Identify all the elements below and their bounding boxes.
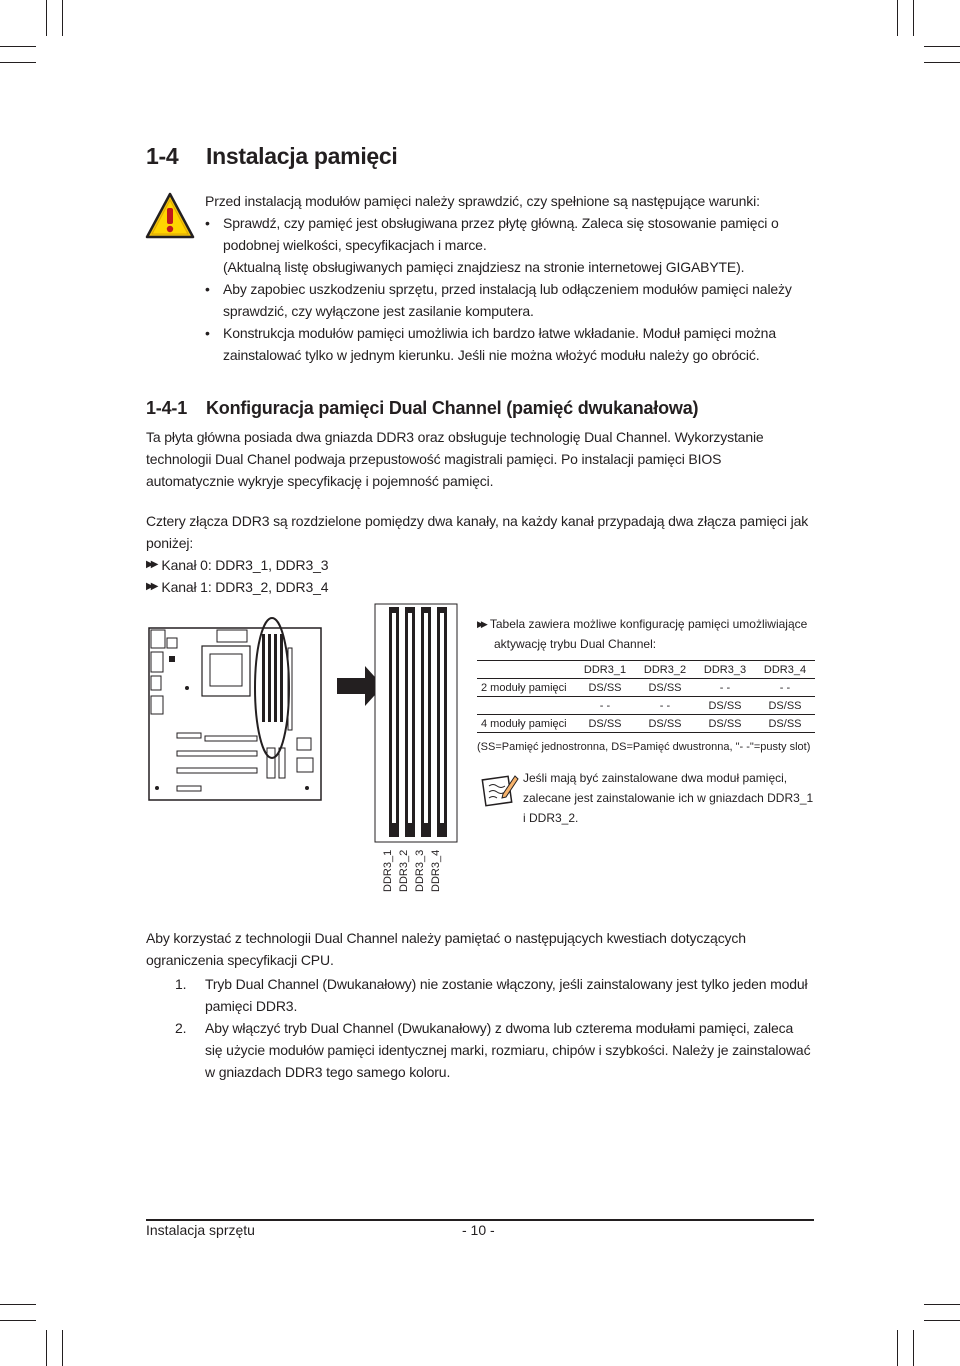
- double-arrow-icon: ▶▶: [146, 581, 156, 592]
- bullet-line: • Aby zapobiec uszkodzeniu sprzętu, przed instalacją lub odłączeniem modułów pamięci należy: [223, 281, 792, 297]
- crop-mark: [913, 1330, 914, 1366]
- text-line: Aby korzystać z technologii Dual Channel należy pamiętać o następujących kwestiach dotyczących: [146, 930, 746, 946]
- list-item: [175, 973, 835, 1017]
- double-arrow-icon: ▶▶: [146, 559, 156, 570]
- crop-mark: [0, 1304, 36, 1305]
- text-line: w gniazdach DDR3 tego samego koloru.: [205, 1064, 451, 1080]
- dimm-slots-diagram: [374, 603, 458, 843]
- list-item: [175, 1017, 835, 1083]
- table-row: [477, 715, 815, 733]
- channel-text: Kanał 1: DDR3_2, DDR3_4: [161, 579, 329, 595]
- table-note: (SS=Pamięć jednostronna, DS=Pamięć dwustronna, "- -"=pusty slot): [477, 741, 811, 753]
- warning-intro: Przed instalacją modułów pamięci należy sprawdzić, czy spełnione są następujące warunki:: [205, 193, 760, 209]
- table-cell: - -: [695, 679, 755, 697]
- subsection-number: 1-4-1: [146, 398, 188, 418]
- table-header-row: [477, 661, 815, 679]
- bullet-line: sprawdzić, czy wyłączone jest zasilanie komputera.: [223, 303, 534, 319]
- crop-mark: [897, 1330, 898, 1366]
- text-line: pamięci DDR3.: [205, 998, 298, 1014]
- crop-mark: [924, 1304, 960, 1305]
- crop-mark: [897, 0, 898, 36]
- subsection-title: Konfiguracja pamięci Dual Channel (pamięć dwukanałowa): [206, 398, 699, 418]
- text-line: ograniczenia specyfikacji CPU.: [146, 952, 334, 968]
- section-title: Instalacja pamięci: [206, 143, 398, 169]
- tip-text: [523, 768, 813, 828]
- text-line: poniżej:: [146, 535, 194, 551]
- table-cell: DS/SS: [575, 679, 635, 697]
- text-line: Aby włączyć tryb Dual Channel (Dwukanałowy) z dwoma lub czterema modułami pamięci, zaleca: [205, 1020, 794, 1036]
- crop-mark: [924, 46, 960, 47]
- table-cell: DS/SS: [575, 715, 635, 733]
- crop-mark: [0, 62, 36, 63]
- crop-mark: [924, 1320, 960, 1321]
- crop-mark: [62, 0, 63, 36]
- bullet-line: (Aktualną listę obsługiwanych pamięci znajdziesz na stronie internetowej GIGABYTE).: [223, 259, 745, 275]
- text-line: Cztery złącza DDR3 są rozdzielone pomiędzy dwa kanały, na każdy kanał przypadają dwa złącza pamięci jak: [146, 513, 809, 529]
- paragraph: [146, 927, 846, 971]
- section-number: 1-4: [146, 143, 179, 169]
- table-cell: DDR3_4: [755, 661, 815, 679]
- table-cell: DS/SS: [755, 715, 815, 733]
- text-line: Tabela zawiera możliwe konfigurację pamięci umożliwiające: [489, 617, 808, 631]
- crop-mark: [0, 1320, 36, 1321]
- table-cell: DDR3_3: [695, 661, 755, 679]
- table-cell: 2 moduły pamięci: [477, 679, 575, 697]
- table-cell: 4 moduły pamięci: [477, 715, 575, 733]
- warning-text: [205, 190, 845, 366]
- table-cell: DS/SS: [695, 697, 755, 715]
- bullet-line: podobnej wielkości, specyfikacjach i marce.: [223, 237, 487, 253]
- text-line: Jeśli mają być zainstalowane dwa moduł pamięci,: [523, 771, 788, 785]
- bullet-line: • Sprawdź, czy pamięć jest obsługiwana przez płytę główną. Zaleca się stosowanie pamięci o: [223, 215, 779, 231]
- slot-label: DDR3_1: [382, 849, 394, 892]
- table-intro: [477, 614, 807, 654]
- crop-mark: [62, 1330, 63, 1366]
- text-line: automatycznie wykryje specyfikację i pojemność pamięci.: [146, 473, 494, 489]
- paragraph: [146, 426, 806, 492]
- bullet-item: [205, 278, 845, 322]
- table-cell: DDR3_2: [635, 661, 695, 679]
- double-arrow-icon: ▶▶: [477, 619, 485, 629]
- slot-labels: [382, 848, 458, 898]
- note-pencil-icon: [481, 770, 519, 808]
- table-cell: - -: [635, 697, 695, 715]
- numbered-list: [175, 973, 835, 1083]
- footer-section-name: Instalacja sprzętu: [146, 1222, 255, 1238]
- table-cell: [477, 697, 575, 715]
- list-number: 1.: [175, 976, 187, 992]
- bullet-item: [205, 212, 845, 278]
- section-heading: [146, 143, 397, 170]
- table-cell: DS/SS: [635, 679, 695, 697]
- text-line: technologii Dual Chanel podwaja przepustowość magistrali pamięci. Po instalacji pamięci BIOS: [146, 451, 722, 467]
- footer-rule: [146, 1219, 814, 1221]
- slot-label: DDR3_3: [414, 849, 426, 892]
- bullet-item: [205, 322, 845, 366]
- bullet-line: • Konstrukcja modułów pamięci umożliwia ich bardzo łatwe wkładanie. Moduł pamięci można: [223, 325, 776, 341]
- text-line: i DDR3_2.: [523, 811, 579, 825]
- channel-item: [146, 576, 846, 598]
- table-row: [477, 697, 815, 715]
- crop-mark: [913, 0, 914, 36]
- slot-label: DDR3_4: [430, 849, 442, 892]
- warning-icon: [144, 191, 196, 241]
- crop-mark: [924, 62, 960, 63]
- subsection-heading: [146, 398, 698, 419]
- table-cell: - -: [575, 697, 635, 715]
- channel-text: Kanał 0: DDR3_1, DDR3_3: [161, 557, 329, 573]
- crop-mark: [46, 1330, 47, 1366]
- crop-mark: [46, 0, 47, 36]
- page-number: - 10 -: [462, 1222, 495, 1238]
- table-cell: DS/SS: [635, 715, 695, 733]
- memory-config-table: [477, 660, 815, 733]
- text-line: się użycie modułów pamięci identycznej marki, rozmiaru, chipów i szybkości. Należy je zainstalować: [205, 1042, 811, 1058]
- table-cell: - -: [755, 679, 815, 697]
- slot-label: DDR3_2: [398, 849, 410, 892]
- list-number: 2.: [175, 1020, 187, 1036]
- crop-mark: [0, 46, 36, 47]
- paragraph: [146, 510, 846, 598]
- text-line: Ta płyta główna posiada dwa gniazda DDR3 oraz obsługuje technologię Dual Channel. Wykorzystanie: [146, 429, 764, 445]
- table-cell: DS/SS: [695, 715, 755, 733]
- text-line: zalecane jest zainstalowanie ich w gniazdach DDR3_1: [523, 791, 814, 805]
- channel-item: [146, 554, 846, 576]
- table-cell: DS/SS: [755, 697, 815, 715]
- bullet-line: zainstalować tylko w jednym kierunku. Jeśli nie można włożyć modułu należy go obrócić.: [223, 347, 760, 363]
- text-line: Tryb Dual Channel (Dwukanałowy) nie zostanie włączony, jeśli zainstalowany jest tylko jeden moduł: [205, 976, 808, 992]
- table-cell: DDR3_1: [575, 661, 635, 679]
- table-row: [477, 679, 815, 697]
- table-cell: [477, 661, 575, 679]
- text-line: aktywację trybu Dual Channel:: [494, 637, 657, 651]
